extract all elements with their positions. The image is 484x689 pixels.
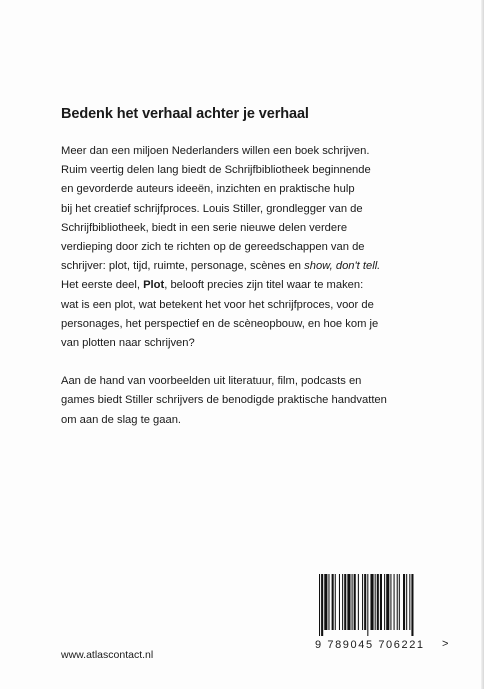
isbn-quiet-zone-mark: > bbox=[442, 638, 449, 650]
barcode-bar bbox=[375, 574, 376, 630]
barcode-bar bbox=[397, 574, 398, 630]
text-line: games biedt Stiller schrijvers de benodigde praktische handvatten bbox=[61, 394, 387, 407]
barcode-bar bbox=[377, 574, 379, 630]
barcode-bar bbox=[384, 574, 385, 630]
barcode-bar bbox=[352, 574, 353, 630]
italic-phrase: show, don't tell. bbox=[304, 260, 381, 273]
text-line: Meer dan een miljoen Nederlanders willen een boek schrijven. bbox=[61, 145, 370, 157]
text-line: van plotten naar schrijven? bbox=[61, 337, 195, 350]
text-line: Ruim veertig delen lang biedt de Schrijfbibliotheek beginnende bbox=[61, 164, 371, 177]
barcode-bar bbox=[411, 574, 413, 636]
text-segment: Het eerste deel, bbox=[61, 279, 144, 292]
text-segment: schrijver: plot, tijd, ruimte, personage, scènes en bbox=[61, 260, 305, 273]
barcode-bar bbox=[362, 574, 363, 630]
barcode-bar bbox=[394, 574, 395, 630]
barcode-bar bbox=[328, 574, 329, 630]
barcode-bar bbox=[380, 574, 382, 630]
barcode-bar bbox=[342, 574, 343, 630]
barcode-bar bbox=[347, 574, 350, 630]
barcode-bar bbox=[344, 574, 346, 630]
text-line: wat is een plot, wat betekent het voor het schrijfproces, voor de bbox=[61, 298, 374, 311]
barcode-bar bbox=[386, 574, 389, 630]
barcode-bar bbox=[364, 574, 366, 630]
barcode-bar bbox=[335, 574, 336, 630]
barcode-bar bbox=[321, 574, 323, 636]
paragraph-gap bbox=[61, 353, 441, 372]
text-segment: , belooft precies zijn titel waar te maken: bbox=[164, 279, 364, 292]
barcode-bar bbox=[390, 574, 391, 630]
barcode-bar bbox=[406, 574, 407, 630]
headline: Bedenk het verhaal achter je verhaal bbox=[61, 106, 309, 122]
barcode-bar bbox=[370, 574, 373, 630]
barcode-bar bbox=[319, 574, 320, 636]
barcode-bar bbox=[324, 574, 327, 630]
barcode-bars bbox=[315, 574, 445, 638]
text-line bbox=[61, 257, 441, 276]
blurb-paragraph-2 bbox=[61, 372, 441, 430]
blurb-paragraph-1 bbox=[61, 142, 441, 353]
barcode-bar bbox=[332, 574, 334, 630]
text-line bbox=[61, 276, 441, 295]
barcode-bar bbox=[358, 574, 359, 630]
text-line: personages, het perspectief en de scèneopbouw, en hoe kom je bbox=[61, 317, 379, 330]
barcode-bar bbox=[367, 574, 368, 636]
text-line: bij het creatief schrijfproces. Louis Stiller, grondlegger van de bbox=[61, 202, 363, 215]
text-line: verdieping door zich te richten op de gereedschappen van de bbox=[61, 241, 365, 254]
blurb bbox=[61, 142, 441, 430]
isbn-number: 9 789045 706221 bbox=[315, 639, 425, 651]
barcode-bar bbox=[403, 574, 405, 630]
barcode-bar bbox=[399, 574, 400, 630]
book-title-bold: Plot bbox=[143, 279, 165, 292]
text-line: Aan de hand van voorbeelden uit literatuur, film, podcasts en bbox=[61, 375, 362, 388]
publisher-website: www.atlascontact.nl bbox=[61, 649, 154, 661]
barcode-bar bbox=[339, 574, 340, 630]
barcode-bar bbox=[354, 574, 356, 630]
text-line: om aan de slag te gaan. bbox=[61, 413, 182, 426]
text-line: Schrijfbibliotheek, biedt in een serie nieuwe delen verdere bbox=[61, 221, 348, 234]
barcode-bar bbox=[409, 574, 410, 630]
text-line: en gevorderde auteurs ideeën, inzichten en praktische hulp bbox=[61, 183, 355, 196]
